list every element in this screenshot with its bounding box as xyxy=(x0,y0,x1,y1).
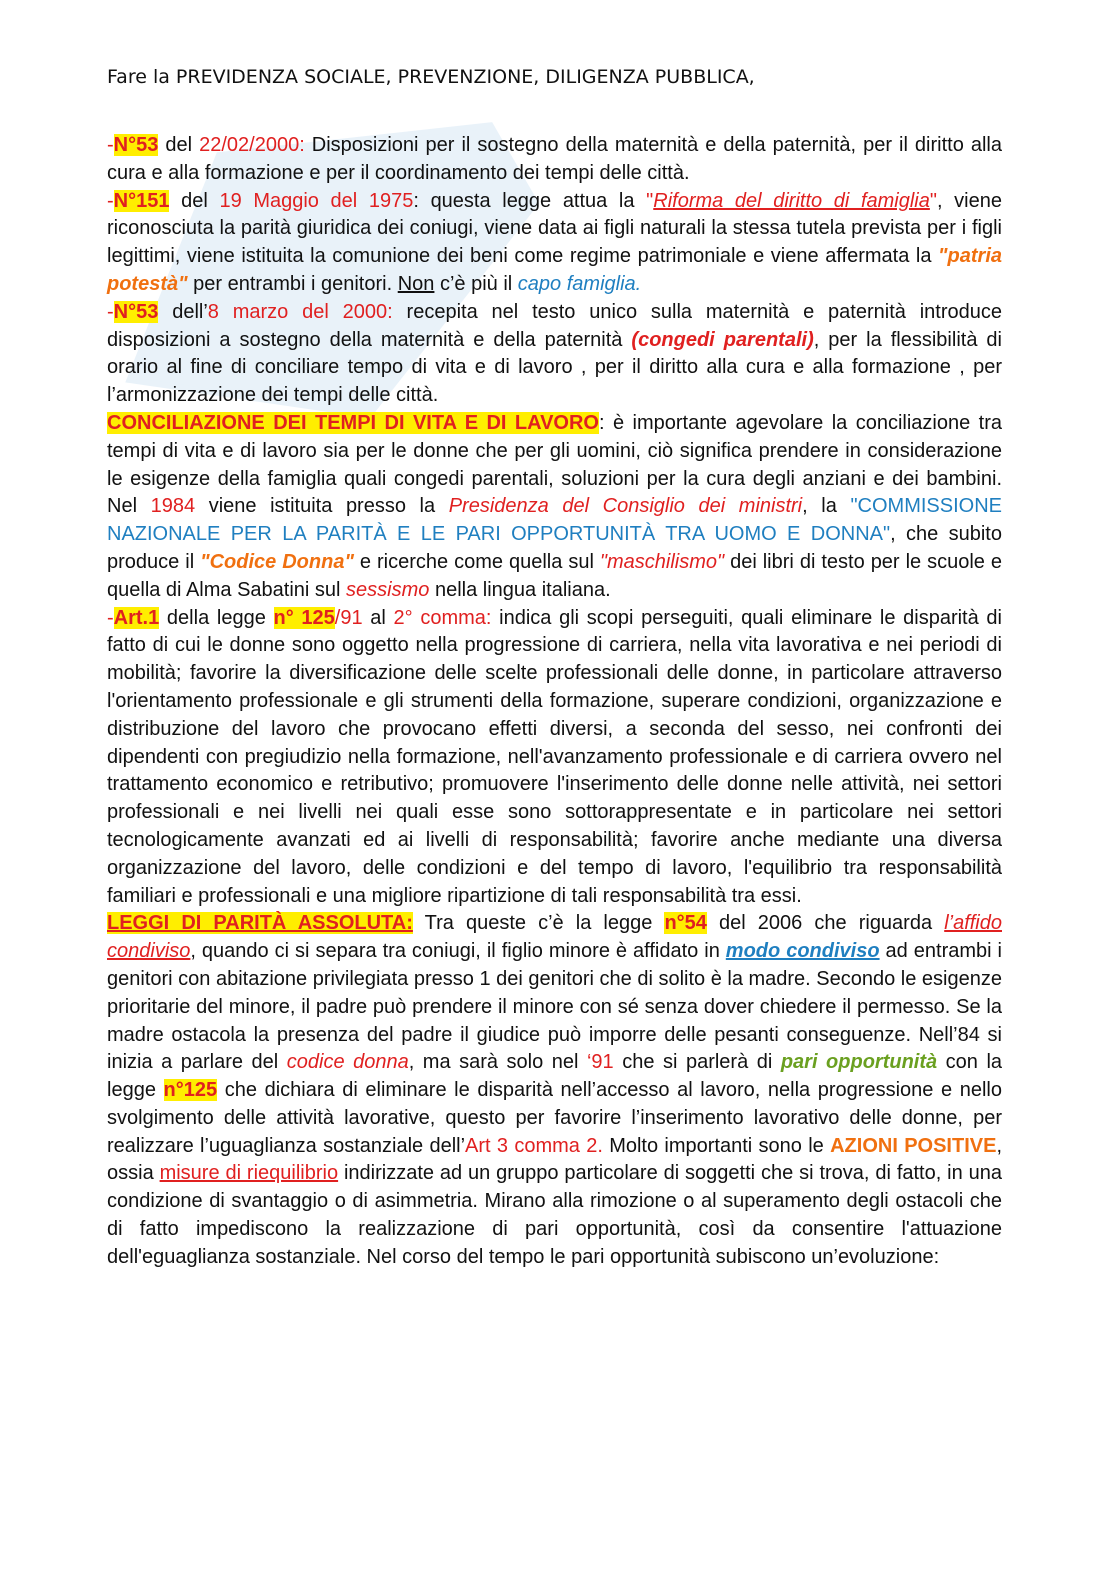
text-run: , viene riconosciuta la parità giuridica dei coniugi, viene data ai figli naturali la stessa tutela prevista per i figli legittimi, viene istituita la comunione dei beni come regime patrimoniale e viene affermata la xyxy=(107,189,1002,268)
text-run: "Codice Donna" xyxy=(200,550,354,573)
text-run: "COMMISSIONE NAZIONALE PER LA PARITÀ E LE PARI OPPORTUNITÀ TRA UOMO E DONNA" xyxy=(107,495,1002,546)
text-run: e ricerche come quella sul xyxy=(353,550,600,573)
text-run: misure di riequilibrio xyxy=(159,1162,339,1185)
text-run: recepita nel testo unico sulla maternità e paternità introduce disposizioni a sostegno della maternità e della paternità xyxy=(107,300,1002,351)
text-run: Disposizioni per il sostegno della maternità e della paternità, per il diritto alla cura e alla formazione e per il coordinamento dei tempi delle città. xyxy=(107,134,1002,184)
text-run: , che subito produce il xyxy=(107,523,1002,573)
text-run: ad entrambi i genitori con abitazione privilegiata presso 1 dei genitori che di solito è la madre. Secondo le esigenze prioritarie del minore, il padre può prendere il minore con sé senza dover chiedere il permesso. Se la madre ostacola la presenza del padre il giudice può imporre delle pesanti conseguenze. Nell’84 si inizia a parlare del xyxy=(107,940,1002,1074)
text-run: n°125 xyxy=(163,1079,218,1102)
text-run: ‘91 xyxy=(586,1051,614,1074)
text-run: della legge xyxy=(159,606,274,629)
text-run: N°53 xyxy=(113,134,159,156)
text-run: - xyxy=(107,189,114,212)
text-run: - xyxy=(107,134,114,156)
text-run: Non xyxy=(397,272,435,295)
text-run: , per la flessibilità di orario al fine di conciliare tempo di vita e di lavoro , per il diritto alla cura e alla formazione , per l’armonizzazione dei tempi delle città. xyxy=(107,328,1002,407)
text-run: , la xyxy=(802,495,851,518)
text-run: LEGGI DI PARITÀ ASSOLUTA: xyxy=(107,912,413,935)
text-run: capo famiglia. xyxy=(517,272,642,295)
text-run: pari opportunità xyxy=(780,1051,938,1074)
text-run: AZIONI POSITIVE xyxy=(830,1134,997,1157)
text-run: al xyxy=(362,606,394,629)
text-run: per entrambi i genitori. xyxy=(187,272,398,295)
paragraph xyxy=(107,410,1002,605)
text-run: N°151 xyxy=(113,189,170,212)
text-run: : questa legge attua la xyxy=(413,189,647,212)
text-run: CONCILIAZIONE DEI TEMPI DI VITA E DI LAVORO xyxy=(107,411,599,434)
text-run: 8 marzo del 2000: xyxy=(207,300,393,323)
text-run: , ma sarà solo nel xyxy=(408,1051,587,1074)
text-run: 22/02/2000: xyxy=(199,134,305,156)
text-run: indica gli scopi perseguiti, quali eliminare le disparità di fatto di cui le donne sono oggetto nella progressione di carriera, nella vita lavorativa e nei periodi di mobilità; favorire la diversificazione delle scelte professionali delle donne, in particolare attraverso l'orientamento professionale e gli strumenti della formazione, superare condizioni, organizzazione e distribuzione del lavoro che provocano effetti diversi, a seconda del sesso, nei confronti dei dipendenti con pregiudizio nella formazione, nell'avanzamento professionale e di carriera ovvero nel trattamento economico e retributivo; promuovere l'inserimento delle donne nelle attività, nei settori professionali e nei livelli nei quali esse sono sottorappresentate e in particolare nei settori tecnologicamente avanzati ed ai livelli di responsabilità; favorire anche mediante una diversa organizzazione del lavoro, delle condizioni e del tempo di lavoro, l'equilibrio tra responsabilità familiari e professionali e una migliore ripartizione di tali responsabilità tra essi. xyxy=(107,606,1002,907)
text-run: "patria potestà" xyxy=(107,245,1002,295)
paragraph xyxy=(107,132,1002,188)
text-run: n° 125 xyxy=(273,606,335,629)
text-run: l’affido condiviso xyxy=(107,912,1002,963)
text-run: 19 Maggio del 1975 xyxy=(219,189,414,212)
paragraph xyxy=(107,910,1002,1271)
paragraph xyxy=(107,605,1002,911)
page-title: Fare la PREVIDENZA SOCIALE, PREVENZIONE, DILIGENZA PUBBLICA, xyxy=(107,66,755,88)
text-run: del xyxy=(169,189,220,212)
text-run: Tra queste c’è la legge xyxy=(412,912,665,935)
document-body xyxy=(107,132,1002,1272)
text-run: Presidenza del Consiglio dei ministri xyxy=(448,495,803,518)
text-run: del 2006 che riguarda xyxy=(706,912,945,935)
text-run: /91 xyxy=(334,606,363,629)
text-run: c’è più il xyxy=(434,272,518,295)
text-run: sessismo xyxy=(346,578,430,601)
text-run: che dichiara di eliminare le disparità nell’accesso al lavoro, nella progressione e nello svolgimento delle attività lavorative, questo per favorire l’inserimento lavorativo delle donne, per realizzare l’uguaglianza sostanziale dell’ xyxy=(107,1079,1002,1157)
text-run: - xyxy=(107,606,114,629)
text-run: , quando ci si separa tra coniugi, il figlio minore è affidato in xyxy=(190,940,726,963)
text-run: n°54 xyxy=(664,912,707,935)
text-run: " xyxy=(646,189,654,212)
text-run: Art.1 xyxy=(113,606,160,629)
text-run: , ossia xyxy=(107,1134,1003,1185)
text-run: Art 3 comma 2. xyxy=(465,1134,603,1157)
text-run: (congedi parentali) xyxy=(631,328,814,351)
text-run: indirizzate ad un gruppo particolare di soggetti che si trova, di fatto, in una condizione di svantaggio o di asimmetria. Mirano alla rimozione o al superamento degli ostacoli che di fatto impediscono la realizzazione di pari opportunità, così da consentire l'attuazione dell'eguaglianza sostanziale. Nel corso del tempo le pari opportunità subiscono un’evoluzione: xyxy=(107,1162,1003,1268)
text-run: N°53 xyxy=(113,300,159,323)
text-run: " xyxy=(929,189,937,212)
paragraph xyxy=(107,188,1002,299)
text-run: 2° comma: xyxy=(393,606,492,629)
text-run: nella lingua italiana. xyxy=(429,578,611,601)
text-run: dei libri di testo per le scuole e quella di Alma Sabatini sul xyxy=(107,550,1003,601)
text-run: Molto importanti sono le xyxy=(602,1134,831,1157)
text-run: modo condiviso xyxy=(725,940,880,963)
text-run: 1984 xyxy=(150,495,196,518)
text-run: Riforma del diritto di famiglia xyxy=(653,189,930,212)
text-run: - xyxy=(107,300,114,323)
text-run: codice donna xyxy=(286,1051,409,1074)
text-run: "maschilismo" xyxy=(599,550,725,573)
text-run: con la legge xyxy=(107,1051,1003,1102)
paragraph xyxy=(107,299,1002,410)
text-run: che si parlerà di xyxy=(613,1051,781,1074)
text-run: del xyxy=(158,134,200,156)
text-run: viene istituita presso la xyxy=(195,495,449,518)
text-run: : è importante agevolare la conciliazione tra tempi di vita e di lavoro sia per le donne che per gli uomini, ciò significa prendere in considerazione le esigenze della famiglia quali congedi parentali, soluzioni per la cura degli anziani e dei bambini. Nel xyxy=(107,411,1002,518)
text-run: dell’ xyxy=(158,300,208,323)
